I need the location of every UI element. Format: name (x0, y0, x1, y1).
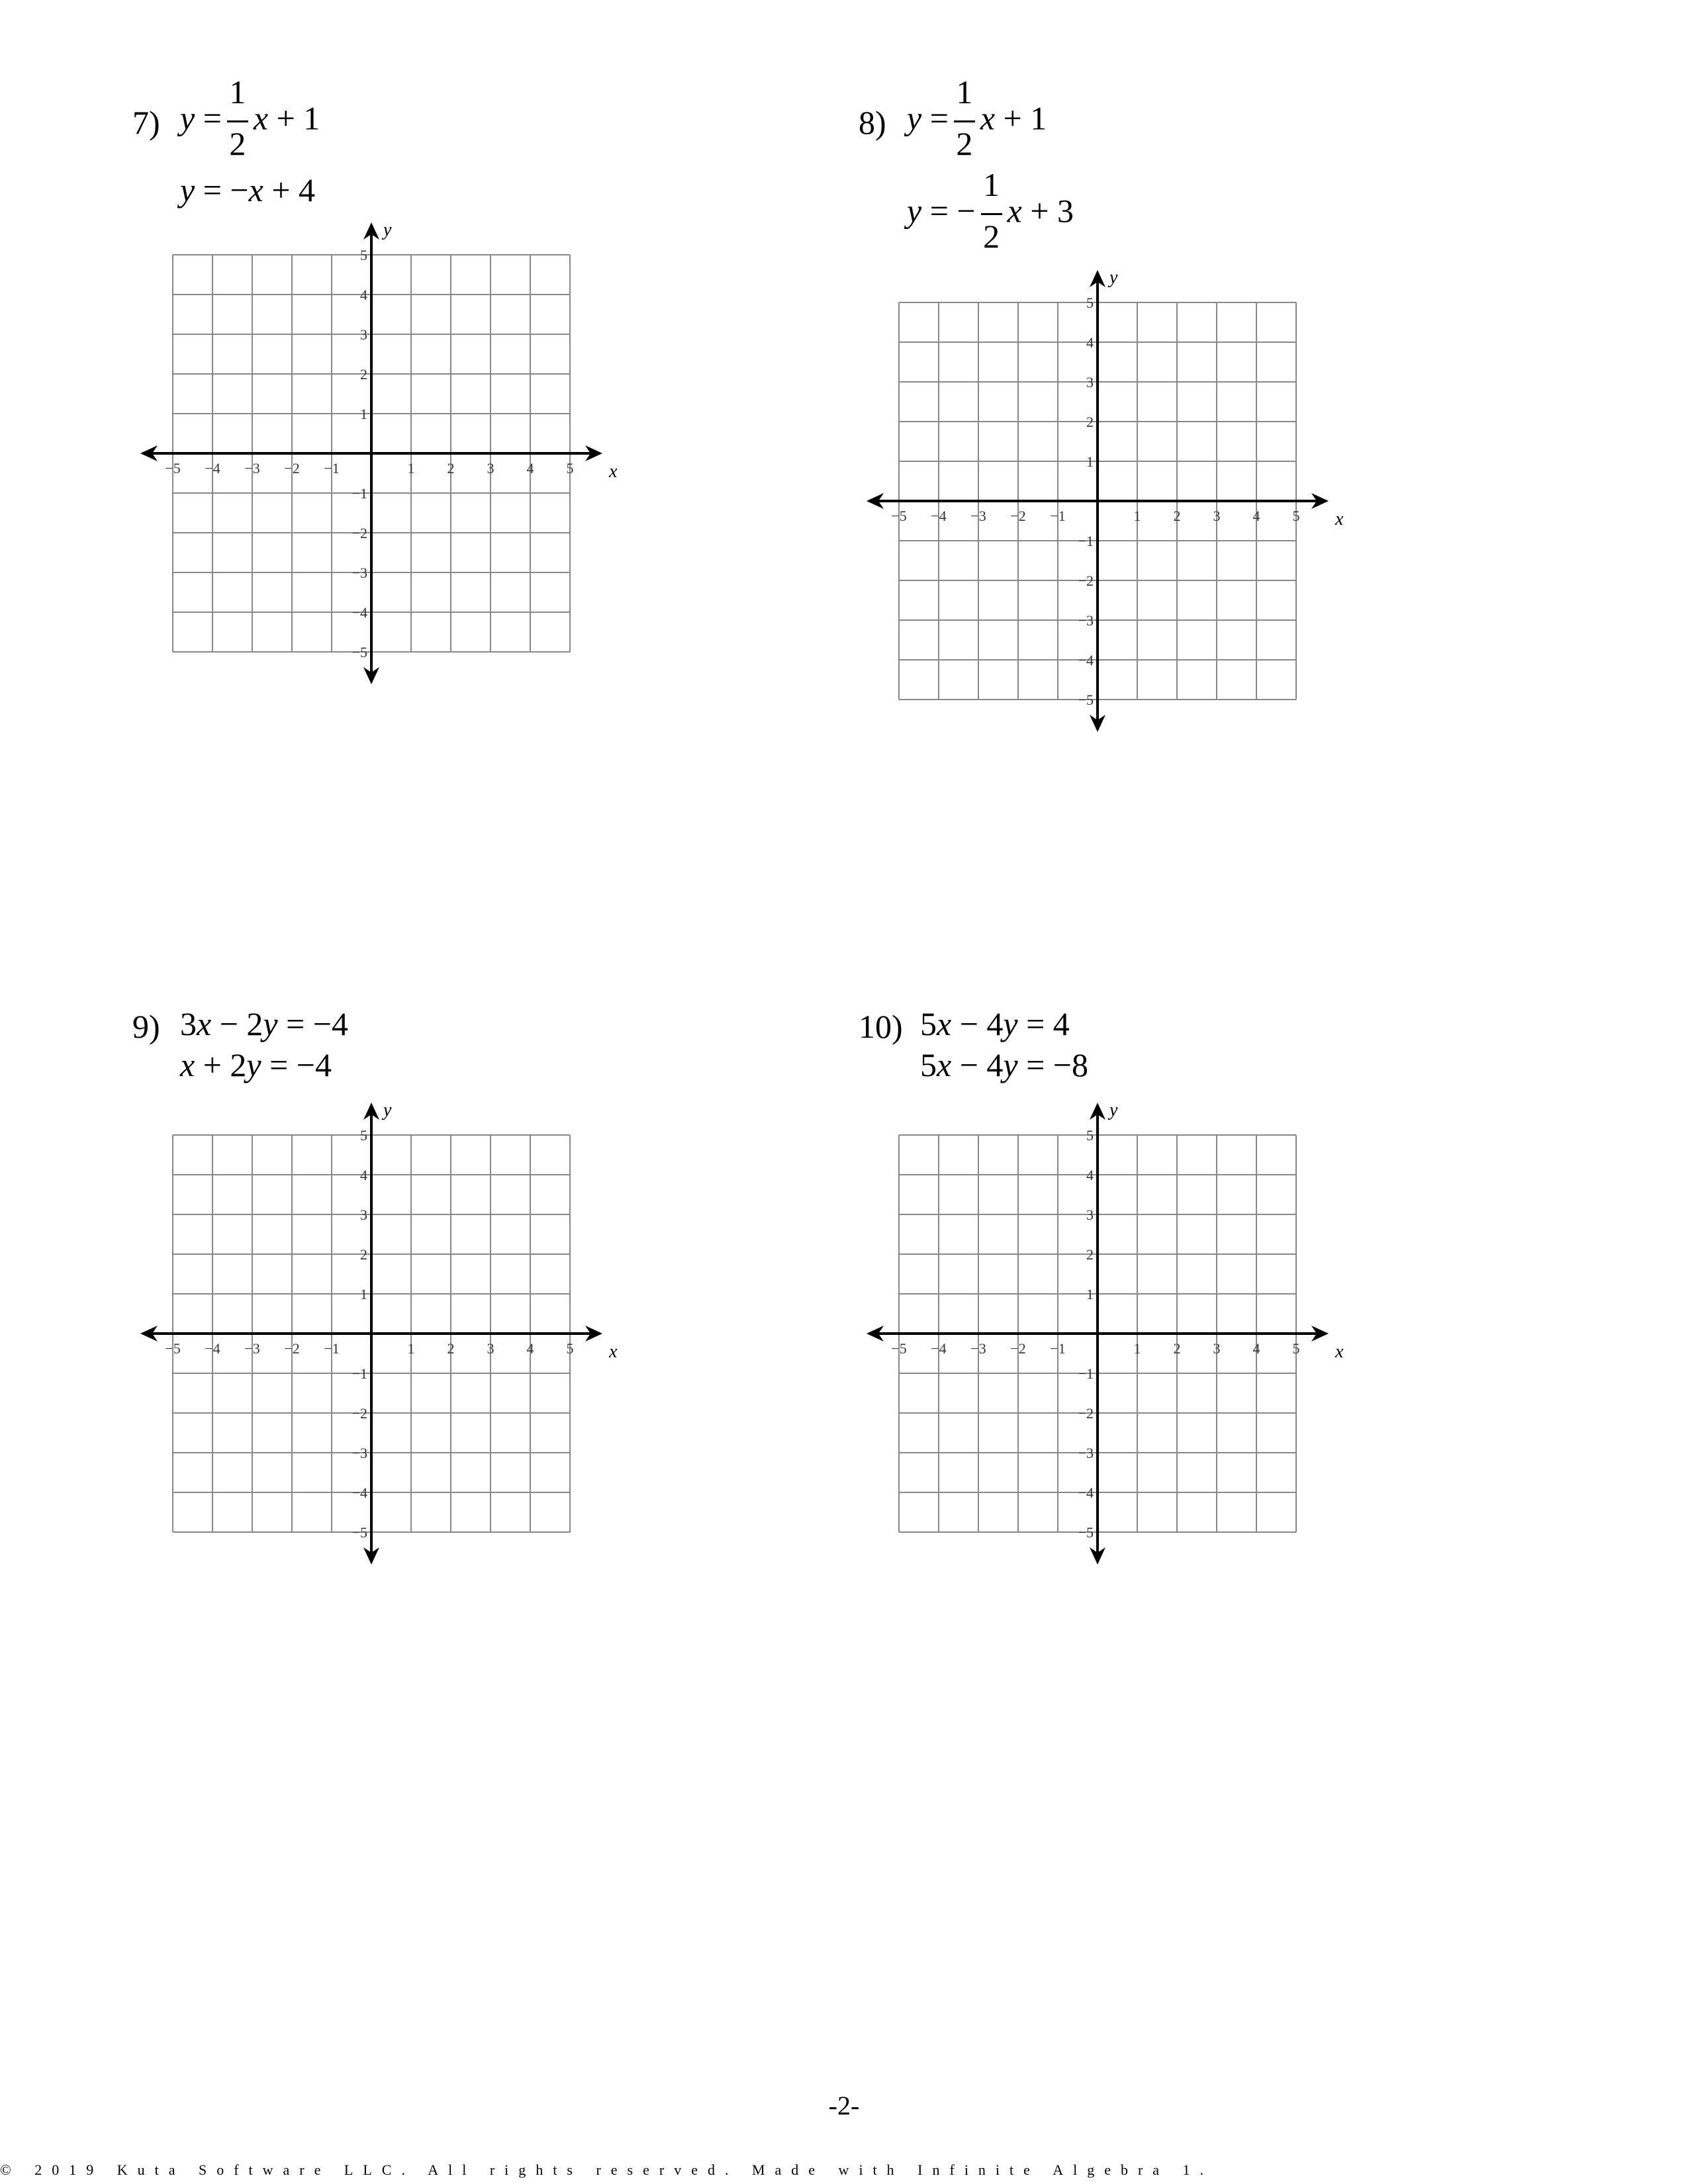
x-tick-label: 2 (447, 1340, 455, 1357)
x-tick-label: −4 (205, 460, 220, 477)
y-tick-label: 5 (360, 1127, 367, 1144)
equation-2: y = − $\frac{1}{2}$ x + 3 (907, 168, 1074, 261)
coordinate-grid[interactable] (839, 1075, 1356, 1592)
equation-2: y = −x + 4 (180, 171, 316, 208)
x-tick-label: −4 (205, 1340, 220, 1357)
y-tick-label: 1 (360, 1286, 367, 1302)
y-tick-label: −2 (352, 1405, 367, 1422)
x-tick-label: −2 (284, 460, 300, 477)
y-tick-label: −1 (1078, 1365, 1094, 1382)
y-tick-label: 5 (1086, 295, 1094, 311)
y-tick-label: 4 (1086, 334, 1094, 351)
y-tick-label: 5 (360, 247, 367, 263)
y-tick-label: 3 (1086, 1206, 1094, 1223)
y-tick-label: 4 (360, 287, 367, 303)
x-tick-label: 3 (1213, 1340, 1221, 1357)
y-tick-label: −2 (352, 525, 367, 541)
x-tick-label: 5 (566, 1340, 574, 1357)
x-tick-label: −2 (1010, 1340, 1026, 1357)
x-tick-label: −3 (244, 1340, 260, 1357)
x-tick-label: 4 (526, 1340, 534, 1357)
y-axis-label: y (383, 1100, 392, 1120)
x-tick-label: −2 (284, 1340, 300, 1357)
problem-number: 8) (859, 104, 886, 141)
x-tick-label: 4 (1252, 508, 1260, 524)
y-tick-label: −3 (352, 565, 367, 581)
y-axis-label: y (1109, 267, 1118, 288)
fraction: $\frac{1}{2}$ (224, 75, 251, 168)
footer-copyright: © 2019 Kuta Software LLC. All rights reserved. Made with Infinite Algebra 1. (0, 2161, 1214, 2178)
y-tick-label: −1 (352, 485, 367, 502)
y-tick-label: 2 (360, 366, 367, 383)
x-tick-label: −1 (1050, 508, 1066, 524)
x-axis-label: x (1335, 1342, 1344, 1362)
y-tick-label: −5 (352, 644, 367, 660)
y-tick-label: −4 (352, 1484, 367, 1501)
problem-number: 10) (859, 1008, 903, 1045)
y-tick-label: −4 (1078, 652, 1094, 668)
x-tick-label: 3 (487, 1340, 494, 1357)
y-axis-label: y (1109, 1100, 1118, 1120)
y-tick-label: −5 (1078, 692, 1094, 708)
equation-1: 5x − 4y = 4 (920, 1005, 1070, 1042)
equation-2: 5x − 4y = −8 (920, 1046, 1089, 1083)
y-tick-label: −3 (352, 1445, 367, 1461)
x-axis-label: x (609, 461, 618, 482)
x-tick-label: −5 (891, 1340, 907, 1357)
x-tick-label: −5 (165, 1340, 181, 1357)
problem-number: 9) (132, 1008, 160, 1045)
x-tick-label: −1 (1050, 1340, 1066, 1357)
y-tick-label: 3 (360, 1206, 367, 1223)
x-tick-label: 1 (1133, 508, 1141, 524)
x-tick-label: −5 (891, 508, 907, 524)
x-tick-label: 2 (1173, 508, 1181, 524)
x-tick-label: −2 (1010, 508, 1026, 524)
x-tick-label: 1 (1133, 1340, 1141, 1357)
equation-1: y = $\frac{1}{2}$ x + 1 (180, 75, 320, 168)
x-tick-label: 3 (1213, 508, 1221, 524)
y-tick-label: −4 (352, 604, 367, 621)
x-tick-label: −1 (324, 1340, 340, 1357)
y-tick-label: 4 (360, 1167, 367, 1183)
x-axis-label: x (1335, 509, 1344, 529)
y-tick-label: 1 (1086, 1286, 1094, 1302)
y-tick-label: −4 (1078, 1484, 1094, 1501)
x-tick-label: 2 (1173, 1340, 1181, 1357)
y-tick-label: −3 (1078, 1445, 1094, 1461)
x-tick-label: 2 (447, 460, 455, 477)
fraction: $\frac{1}{2}$ (978, 168, 1005, 261)
x-tick-label: 4 (1252, 1340, 1260, 1357)
coordinate-grid[interactable] (113, 195, 630, 711)
x-tick-label: −4 (931, 508, 947, 524)
x-axis-label: x (609, 1342, 618, 1362)
x-tick-label: −5 (165, 460, 181, 477)
y-tick-label: 2 (1086, 414, 1094, 430)
x-tick-label: 5 (1292, 508, 1300, 524)
equation-2: x + 2y = −4 (180, 1046, 332, 1083)
x-tick-label: 5 (1292, 1340, 1300, 1357)
x-tick-label: −3 (970, 1340, 986, 1357)
y-tick-label: 3 (1086, 374, 1094, 390)
coordinate-grid[interactable] (839, 243, 1356, 759)
y-tick-label: 2 (360, 1246, 367, 1263)
x-tick-label: 4 (526, 460, 534, 477)
x-tick-label: −3 (244, 460, 260, 477)
x-tick-label: 1 (407, 1340, 415, 1357)
y-axis-label: y (383, 220, 392, 240)
coordinate-grid[interactable] (113, 1075, 630, 1592)
x-tick-label: 3 (487, 460, 494, 477)
y-tick-label: −5 (352, 1524, 367, 1541)
x-tick-label: 5 (566, 460, 574, 477)
fraction: $\frac{1}{2}$ (951, 75, 978, 168)
y-tick-label: 2 (1086, 1246, 1094, 1263)
y-tick-label: 1 (360, 406, 367, 422)
y-tick-label: −2 (1078, 572, 1094, 589)
y-tick-label: 1 (1086, 453, 1094, 470)
y-tick-label: −1 (352, 1365, 367, 1382)
problem-number: 7) (132, 104, 160, 141)
equation-1: 3x − 2y = −4 (180, 1005, 349, 1042)
x-tick-label: 1 (407, 460, 415, 477)
page-number: -2- (828, 2091, 860, 2120)
y-tick-label: 3 (360, 326, 367, 343)
x-tick-label: −4 (931, 1340, 947, 1357)
y-tick-label: −1 (1078, 533, 1094, 549)
equation-1: y = $\frac{1}{2}$ x + 1 (907, 75, 1047, 168)
y-tick-label: −5 (1078, 1524, 1094, 1541)
y-tick-label: 5 (1086, 1127, 1094, 1144)
y-tick-label: −3 (1078, 612, 1094, 629)
x-tick-label: −3 (970, 508, 986, 524)
y-tick-label: −2 (1078, 1405, 1094, 1422)
x-tick-label: −1 (324, 460, 340, 477)
y-tick-label: 4 (1086, 1167, 1094, 1183)
